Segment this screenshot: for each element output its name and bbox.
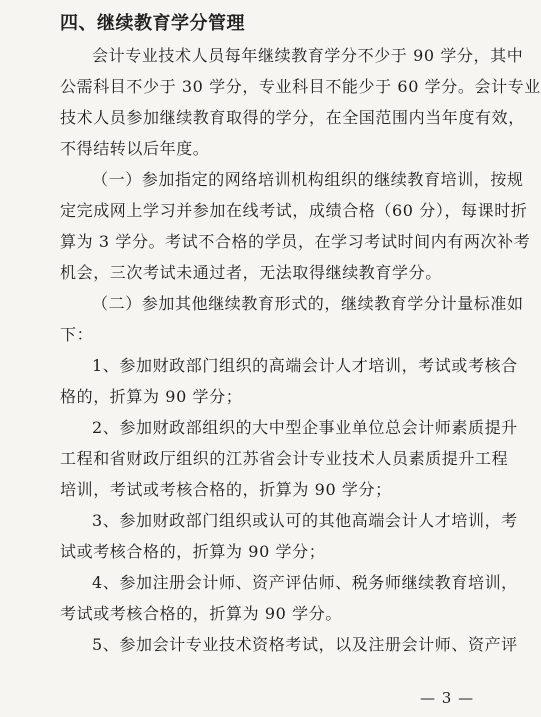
paragraph-online-training	[60, 164, 531, 288]
text-line: 试或考核合格的，折算为 90 学分；	[60, 542, 326, 561]
page-number: — 3 —	[420, 689, 475, 707]
list-item-4	[60, 567, 518, 629]
text-line: 会计专业技术人员每年继续教育学分不少于 90 学分，其中	[92, 46, 524, 65]
text-line: 5、参加会计专业技术资格考试，以及注册会计师、资产评	[92, 635, 518, 654]
text-line: 定完成网上学习并参加在线考试，成绩合格（60 分），每课时折	[60, 201, 528, 220]
text-line: （一）参加指定的网络培训机构组织的继续教育培训，按规	[92, 170, 524, 189]
text-line: （二）参加其他继续教育形式的，继续教育学分计量标准如	[92, 294, 524, 313]
text-line: 下：	[60, 325, 94, 344]
list-item-2	[60, 412, 518, 505]
text-line: 技术人员参加继续教育取得的学分，在全国范围内当年度有效，	[60, 108, 525, 127]
list-item-1	[60, 350, 518, 412]
section-heading: 四、继续教育学分管理	[60, 13, 245, 34]
text-line: 考试或考核合格的，折算为 90 学分。	[60, 604, 342, 623]
text-line: 工程和省财政厅组织的江苏省会计专业技术人员素质提升工程	[60, 449, 509, 468]
list-item-5	[60, 629, 518, 660]
text-line: 2、参加财政部组织的大中型企事业单位总会计师素质提升	[92, 418, 518, 437]
text-line: 3、参加财政部门组织或认可的其他高端会计人才培训，考	[92, 511, 518, 530]
text-line: 不得结转以后年度。	[60, 139, 210, 158]
text-line: 培训，考试或考核合格的，折算为 90 学分；	[60, 480, 392, 499]
list-item-3	[60, 505, 518, 567]
text-line: 机会，三次考试未通过者，无法取得继续教育学分。	[60, 263, 442, 282]
text-line: 算为 3 学分。考试不合格的学员，在学习考试时间内有两次补考	[60, 232, 531, 251]
text-line: 格的，折算为 90 学分；	[60, 387, 243, 406]
paragraph-credit-requirements	[60, 40, 541, 164]
text-line: 4、参加注册会计师、资产评估师、税务师继续教育培训，	[92, 573, 518, 592]
text-line: 公需科目不少于 30 学分，专业科目不能少于 60 学分。会计专业	[60, 77, 541, 96]
paragraph-other-forms	[60, 288, 524, 350]
text-line: 1、参加财政部门组织的高端会计人才培训，考试或考核合	[92, 356, 518, 375]
